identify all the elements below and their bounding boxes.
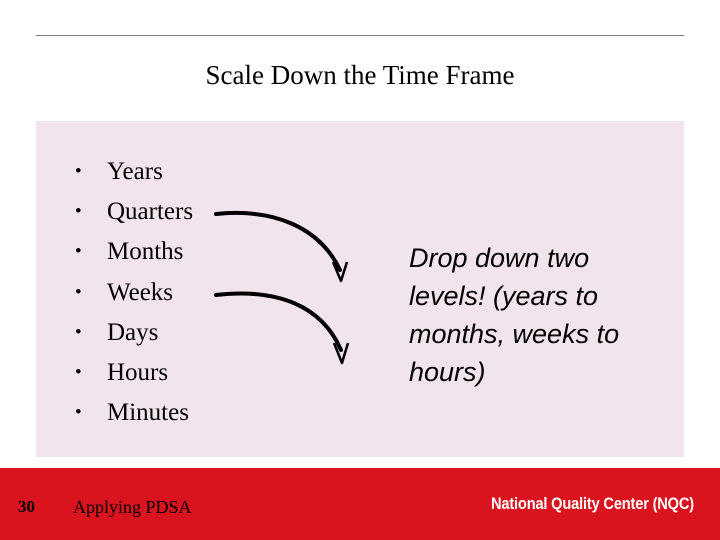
bullet-icon: • (75, 161, 82, 182)
bullet-icon: • (75, 402, 82, 424)
bullet-icon: • (75, 321, 82, 343)
bullet-icon: • (75, 241, 82, 263)
arrow-years-to-months-icon (216, 213, 347, 281)
list-item-label: Days (107, 318, 159, 346)
page-number: 30 (18, 497, 35, 516)
bullet-icon: • (75, 201, 82, 223)
callout-text: Drop down two levels! (years to months, weeks to hours) (409, 243, 620, 387)
list-item-label: Weeks (107, 278, 174, 306)
slide-title: Scale Down the Time Frame (205, 60, 515, 90)
list-item-label: Years (107, 158, 163, 185)
list-item-label: Months (107, 238, 184, 266)
list-item-label: Minutes (107, 399, 189, 427)
bullet-icon: • (75, 281, 82, 303)
list-item-label: Quarters (107, 198, 194, 226)
bullet-icon: • (75, 361, 82, 383)
arrow-weeks-to-hours-icon (216, 294, 348, 363)
organization-logo: National Quality Center (NQC) (491, 494, 694, 513)
list-item-label: Hours (107, 358, 169, 386)
footer-label: Applying PDSA (73, 497, 192, 517)
